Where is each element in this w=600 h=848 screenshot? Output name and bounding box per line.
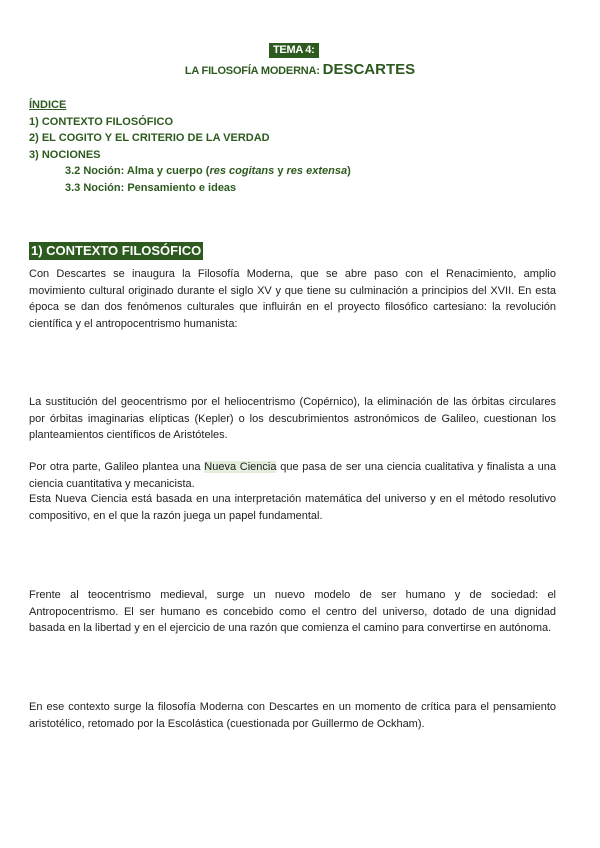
theme-label: TEMA 4: (269, 43, 319, 58)
document-title (0, 61, 600, 80)
index-item: 3) NOCIONES (29, 148, 101, 161)
paragraph: En ese contexto surge la filosofía Moderna con Descartes en un momento de crítica para el pensamiento aristotélico, retomado por la Escolástica (cuestionada por Guillermo de Ockham). (29, 701, 556, 730)
paragraph: La sustitución del geocentrismo por el heliocentrismo (Copérnico), la eliminación de las órbitas circulares por órbitas imaginarias elípticas (Kepler) o los descubrimientos astronómicos de Galileo, cuestionan los planteamientos científicos de Aristóteles. (29, 396, 556, 442)
subitem-text: 3.2 Noción: Alma y cuerpo ( (65, 165, 210, 177)
title-main: DESCARTES (322, 61, 416, 78)
paragraph: Esta Nueva Ciencia está basada en una interpretación matemática del universo y en el método resolutivo compositivo, en el que la razón juega un papel fundamental. (29, 493, 556, 522)
index-item: 2) EL COGITO Y EL CRITERIO DE LA VERDAD (29, 132, 270, 144)
subitem-italic: res cogitans (209, 165, 275, 177)
paragraph-text: que pasa de ser una ciencia cualitativa y finalista a una ciencia cuantitativa y mecanicista. (29, 461, 556, 490)
subitem-italic: res extensa (286, 165, 348, 177)
paragraph-text: Por otra parte, Galileo plantea una (29, 461, 205, 473)
index-title: ÍNDICE (29, 99, 67, 111)
section-heading: 1) CONTEXTO FILOSÓFICO (31, 243, 202, 258)
index-subitem: 3.3 Noción: Pensamiento e ideas (65, 181, 237, 194)
subitem-text: y (274, 165, 287, 177)
paragraph: Con Descartes se inaugura la Filosofía Moderna, que se abre paso con el Renacimiento, amplio movimiento cultural originado durante el siglo XV y que tiene su culminación a principios del XVII. En esta época se dan dos fenómenos culturales que influirán en el proyecto filosófico cartesiano: la revolución científica y el antropocentrismo humanista: (29, 268, 556, 330)
paragraph: Frente al teocentrismo medieval, surge un nuevo modelo de ser humano y de sociedad: el Antropocentrismo. El ser humano es concebido como el centro del universo, dotado de una dignidad basada en la libertad y en el ejercicio de una razón que comienza el camino para convertirse en autónoma. (29, 589, 556, 635)
subitem-text: ) (347, 165, 351, 177)
index-subitem (29, 163, 351, 180)
paragraph (29, 459, 556, 492)
highlighted-term: Nueva Ciencia (204, 461, 277, 473)
table-of-contents (29, 97, 351, 196)
index-item: 1) CONTEXTO FILOSÓFICO (29, 115, 174, 128)
title-prefix: LA FILOSOFÍA MODERNA: (184, 65, 323, 77)
